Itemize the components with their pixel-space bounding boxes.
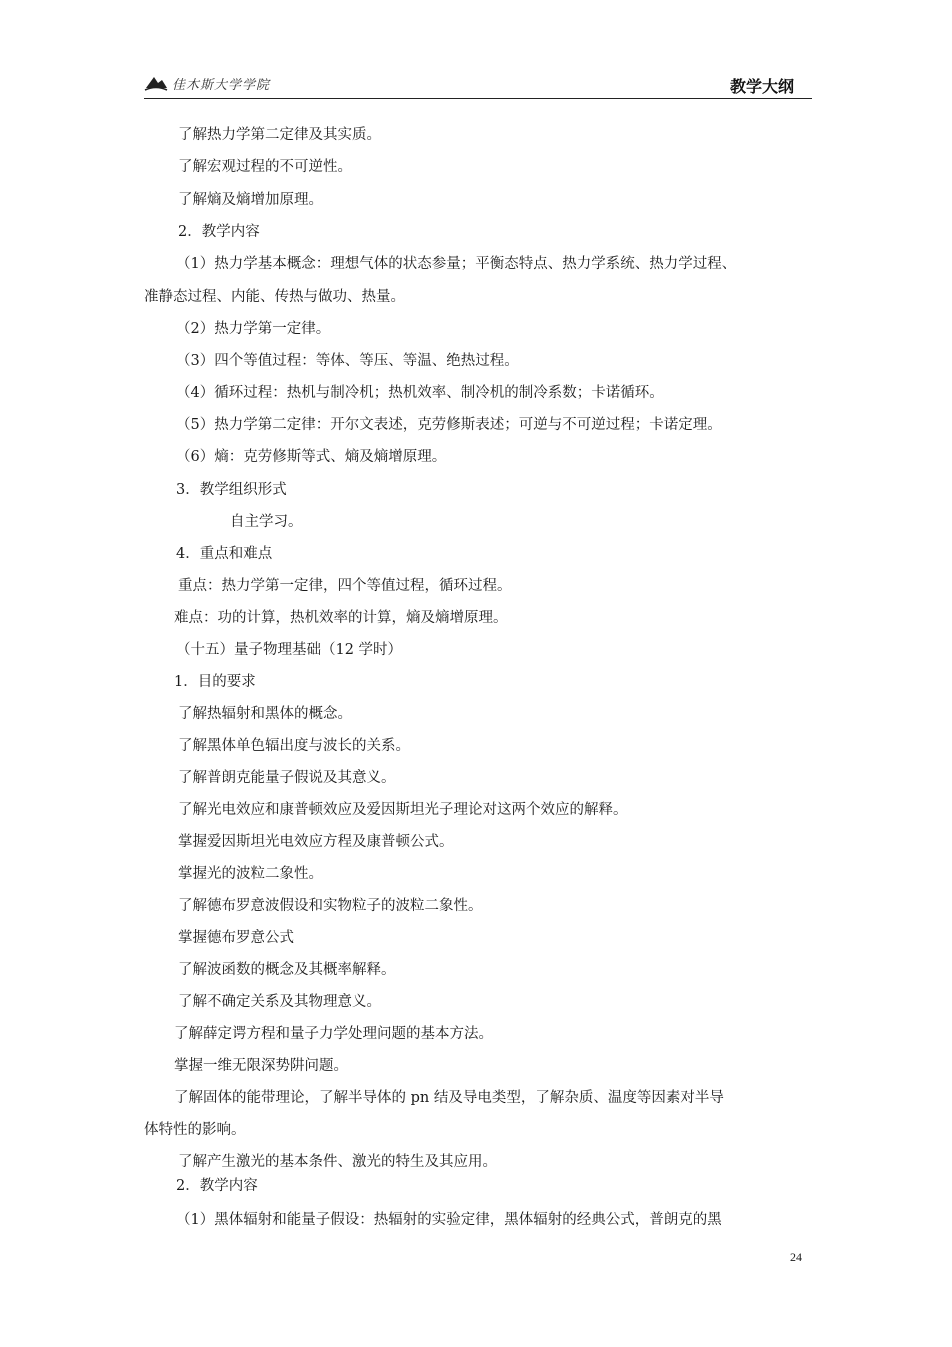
text-line: 准静态过程、内能、传热与做功、热量。 [144,289,405,305]
page-number: 24 [790,1250,802,1264]
text-line: 了解热辐射和黑体的概念。 [178,706,352,722]
section-heading: 4．重点和难点 [176,546,273,562]
university-logo [144,72,270,94]
text-line: 了解宏观过程的不可逆性。 [178,159,352,175]
text-line: （2）热力学第一定律。 [176,321,331,337]
section-heading: 3．教学组织形式 [176,482,287,498]
text-line: 难点：功的计算，热机效率的计算，熵及熵增原理。 [174,610,508,626]
section-heading: 2．教学内容 [176,1178,258,1194]
page-header [144,68,812,99]
text-line: 了解光电效应和康普顿效应及爱因斯坦光子理论对这两个效应的解释。 [178,802,628,818]
text-line: 了解固体的能带理论，了解半导体的 pn 结及导电类型，了解杂质、温度等因素对半导 [174,1090,724,1106]
chapter-heading: （十五）量子物理基础（12 学时） [176,642,403,658]
text-line: （3）四个等值过程：等体、等压、等温、绝热过程。 [176,353,519,369]
text-line: 掌握德布罗意公式 [178,930,294,946]
logo-text: 佳木斯大学学院 [172,77,271,93]
text-line: 了解德布罗意波假设和实物粒子的波粒二象性。 [178,898,483,914]
text-line: （5）热力学第二定律：开尔文表述，克劳修斯表述；可逆与不可逆过程；卡诺定理。 [176,417,722,433]
text-line: 了解普朗克能量子假说及其意义。 [178,770,396,786]
text-line: 体特性的影响。 [144,1122,246,1138]
text-line: （1）热力学基本概念：理想气体的状态参量；平衡态特点、热力学系统、热力学过程、 [176,256,737,272]
section-heading: 2．教学内容 [178,224,260,240]
text-line: （6）熵：克劳修斯等式、熵及熵增原理。 [176,449,447,465]
text-line: 了解热力学第二定律及其实质。 [178,127,381,143]
text-line: 重点：热力学第一定律，四个等值过程，循环过程。 [178,578,512,594]
text-line: 掌握光的波粒二象性。 [178,866,323,882]
text-line: 了解产生激光的基本条件、激光的特生及其应用。 [178,1154,497,1170]
text-line: 了解不确定关系及其物理意义。 [178,994,381,1010]
text-line: 掌握爱因斯坦光电效应方程及康普顿公式。 [178,834,454,850]
section-heading: 1．目的要求 [174,674,256,690]
text-line: 了解黑体单色辐出度与波长的关系。 [178,738,410,754]
text-line: 自主学习。 [230,514,303,530]
text-line: 了解熵及熵增加原理。 [178,192,323,208]
text-line: 了解薛定谔方程和量子力学处理问题的基本方法。 [174,1026,493,1042]
text-line: （1）黑体辐射和能量子假设：热辐射的实验定律，黑体辐射的经典公式，普朗克的黑 [176,1212,722,1228]
logo-emblem-icon [144,74,168,92]
document-title: 教学大纲 [729,79,794,96]
text-line: （4）循环过程：热机与制冷机；热机效率、制冷机的制冷系数；卡诺循环。 [176,385,664,401]
text-line: 了解波函数的概念及其概率解释。 [178,962,396,978]
text-line: 掌握一维无限深势阱问题。 [174,1058,348,1074]
